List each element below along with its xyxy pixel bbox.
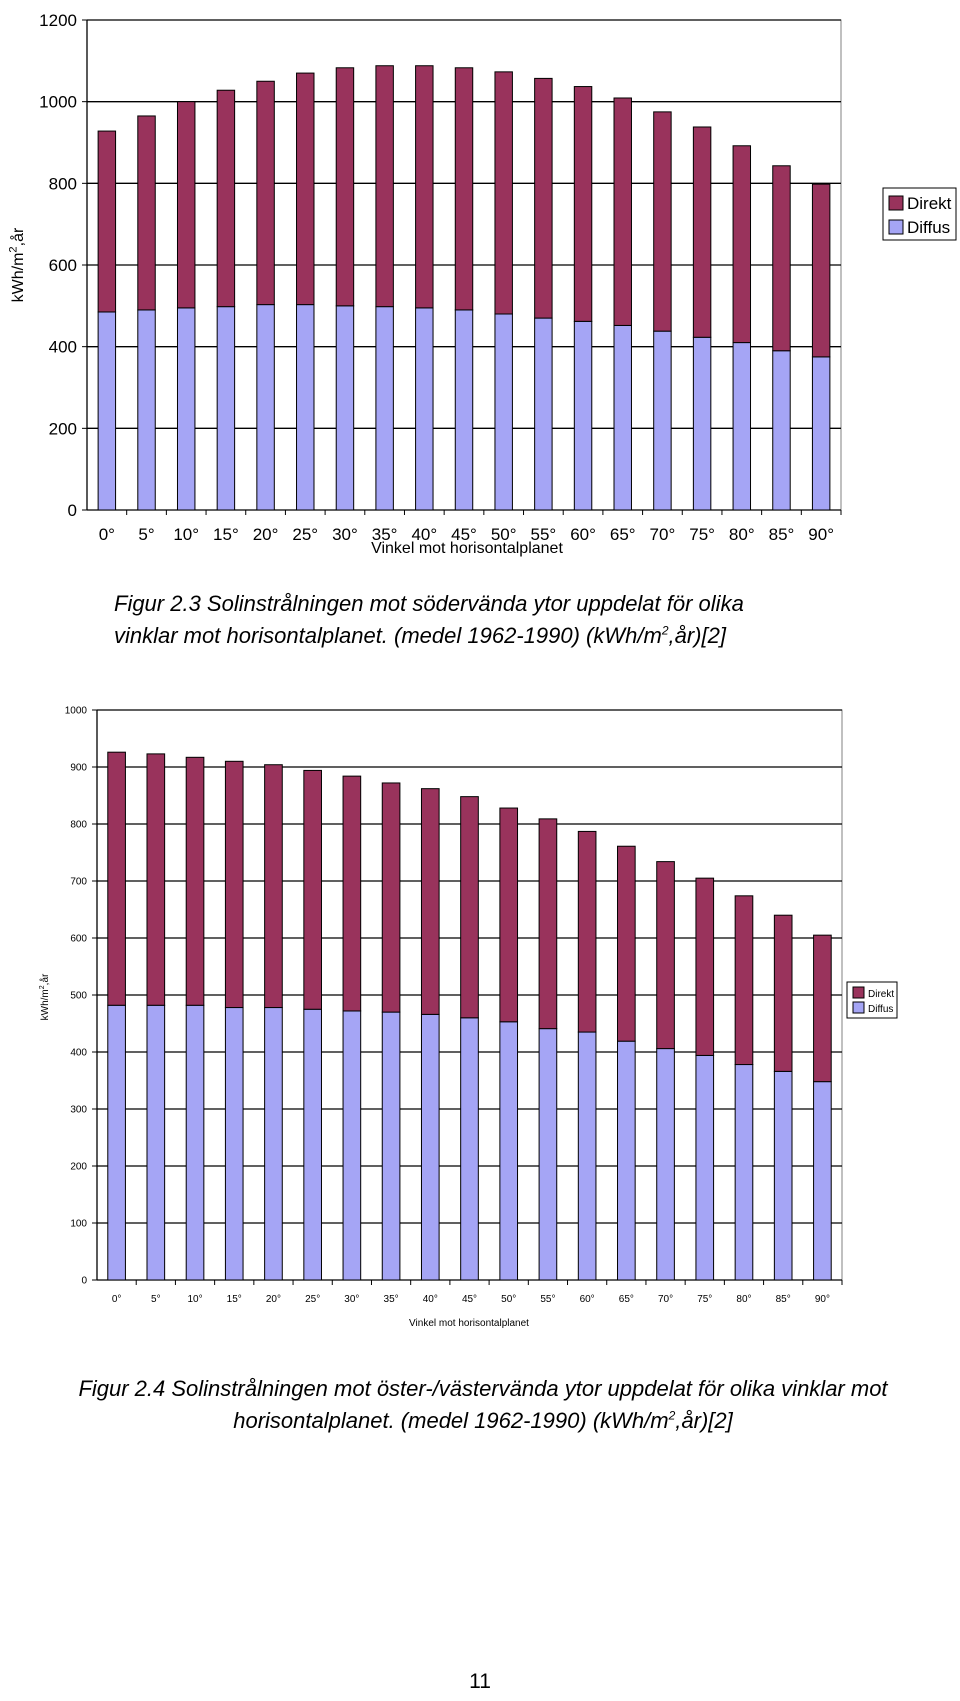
y-tick-label: 0 [81,1275,87,1287]
bar-direkt [382,783,400,1012]
bar-diffus [535,318,552,510]
legend-swatch-diffus [853,1002,864,1013]
x-axis-label: Vinkel mot horisontalplanet [409,1318,529,1329]
caption-text: horisontalplanet. (medel 1962-1990) (kWh/m [233,1408,669,1433]
bar-diffus [304,1009,322,1280]
x-tick-label: 0° [111,1294,122,1305]
legend-label-diffus: Diffus [868,1004,894,1015]
bar-diffus [735,1065,753,1280]
caption-text: ,år)[2] [675,1408,733,1433]
bar-direkt [614,98,631,325]
bar-diffus [574,321,591,510]
bar-diffus [614,325,631,510]
y-tick-label: 300 [70,1104,87,1116]
bar-direkt [574,87,591,322]
x-tick-label: 30° [332,525,358,544]
x-tick-label: 15° [213,525,239,544]
x-tick-label: 90° [808,525,835,544]
bar-diffus [265,1008,283,1280]
bar-direkt [304,770,322,1009]
bar-diffus [578,1032,596,1280]
bar-direkt [696,878,714,1055]
caption-superscript: 2 [661,623,669,638]
bar-direkt [147,754,165,1005]
bar-diffus [812,357,829,510]
legend [883,188,956,240]
bar-diffus [693,337,710,510]
x-tick-label: 15° [226,1294,242,1305]
bar-diffus [461,1018,479,1280]
y-tick-label: 900 [70,762,87,774]
y-tick-label: 800 [48,174,77,194]
x-tick-label: 40° [422,1294,438,1305]
x-tick-label: 80° [728,525,755,544]
x-tick-label: 80° [736,1294,752,1305]
bar-diffus [138,310,155,510]
bar-direkt [138,116,155,310]
bar-direkt [539,819,557,1029]
y-tick-label: 1000 [64,705,87,717]
page-number: 11 [469,1670,491,1693]
bar-direkt [735,896,753,1065]
y-axis-label-text: kWh/m [10,252,27,303]
bar-direkt [297,73,314,305]
legend-swatch-diffus [889,220,903,234]
y-tick-label: 0 [67,500,77,520]
y-axis-label-sup: 2 [7,246,20,253]
x-tick-label: 35° [383,1294,399,1305]
bar-diffus [186,1005,204,1280]
bar-direkt [376,66,393,307]
chart-east-west-facing [0,700,960,1350]
x-tick-label: 5° [138,525,155,544]
bar-diffus [108,1005,126,1280]
bar-direkt [108,752,126,1005]
caption-text: ,år)[2] [668,623,726,648]
y-tick-label: 200 [48,419,77,439]
caption-text: vinklar mot horisontalplanet. (medel 1962-1990) (kWh/m [114,623,662,648]
bar-direkt [98,131,115,312]
bar-direkt [265,765,283,1008]
y-axis-label-text: kWh/m [40,989,51,1021]
x-tick-label: 35° [371,525,398,544]
caption-line: Figur 2.4 Solinstrålningen mot öster-/västervända ytor uppdelat för olika vinklar mot [78,1376,888,1401]
bar-direkt [257,81,274,304]
bar-diffus [421,1014,439,1280]
x-tick-label: 85° [775,1294,791,1305]
bar-direkt [773,166,790,351]
x-tick-label: 25° [305,1294,321,1305]
bar-direkt [814,935,832,1081]
legend-swatch-direkt [889,196,903,210]
chart-south-facing [0,0,960,570]
bar-direkt [774,915,792,1071]
bar-direkt [495,72,512,314]
x-tick-label: 55° [530,525,557,544]
bar-direkt [186,757,204,1005]
bar-direkt [535,78,552,318]
bar-direkt [416,66,433,308]
x-axis-label: Vinkel mot horisontalplanet [371,540,563,557]
bar-diffus [657,1049,675,1280]
y-tick-label: 100 [70,1218,87,1230]
x-tick-label: 65° [609,525,636,544]
x-tick-label: 50° [501,1294,517,1305]
bar-diffus [336,306,353,510]
bar-diffus [654,331,671,510]
x-tick-label: 30° [344,1294,360,1305]
x-tick-label: 5° [151,1294,161,1305]
bar-diffus [733,343,750,510]
x-tick-label: 20° [252,525,279,544]
legend-label-direkt: Direkt [907,194,952,213]
x-tick-label: 55° [540,1294,556,1305]
bar-diffus [416,308,433,510]
y-tick-label: 200 [70,1161,87,1173]
x-tick-label: 50° [490,525,517,544]
bar-diffus [814,1082,832,1280]
bar-diffus [382,1012,400,1280]
y-tick-label: 700 [70,876,87,888]
x-tick-label: 0° [98,525,115,544]
bar-direkt [657,862,675,1049]
y-tick-label: 500 [70,990,87,1002]
caption-superscript: 2 [668,1408,676,1423]
bar-direkt [217,90,234,306]
x-tick-label: 65° [618,1294,634,1305]
y-tick-label: 600 [70,933,87,945]
bar-direkt [225,761,243,1007]
bar-direkt [618,846,636,1041]
caption-line: Figur 2.3 Solinstrålningen mot södervända ytor uppdelat för olika [114,591,744,616]
bar-diffus [225,1008,243,1280]
x-tick-label: 70° [657,1294,674,1305]
y-axis-label-text: ,år [40,973,51,986]
x-tick-label: 85° [768,525,795,544]
caption-line [28,1405,938,1437]
bar-direkt [455,68,472,310]
x-tick-label: 75° [697,1294,713,1305]
bar-diffus [696,1055,714,1280]
bar-diffus [147,1005,165,1280]
bar-diffus [774,1071,792,1280]
caption-line [114,620,894,652]
bar-direkt [177,102,194,308]
bar-diffus [495,314,512,510]
legend [847,982,897,1018]
x-tick-label: 10° [173,525,200,544]
bar-diffus [376,307,393,510]
x-tick-label: 90° [814,1294,830,1305]
y-tick-label: 1000 [39,92,77,112]
figure-2-4-caption [28,1373,938,1437]
bar-direkt [421,789,439,1015]
bar-diffus [257,305,274,510]
bar-direkt [336,68,353,306]
bar-diffus [177,308,194,510]
x-tick-label: 40° [411,525,438,544]
x-tick-label: 60° [579,1294,595,1305]
bar-direkt [812,184,829,357]
legend-label-direkt: Direkt [868,989,895,1000]
y-tick-label: 400 [70,1047,87,1059]
legend-label-diffus: Diffus [907,218,951,237]
x-tick-label: 20° [265,1294,282,1305]
x-tick-label: 75° [689,525,715,544]
bar-diffus [98,312,115,510]
x-tick-label: 60° [570,525,596,544]
bar-diffus [618,1041,636,1280]
bar-diffus [297,305,314,510]
x-tick-label: 10° [187,1294,203,1305]
x-tick-label: 45° [451,525,477,544]
bar-direkt [693,127,710,337]
y-tick-label: 400 [48,337,77,357]
y-axis-label-text: ,år [10,227,27,247]
x-tick-label: 25° [292,525,319,544]
y-tick-label: 800 [70,819,87,831]
y-tick-label: 600 [48,255,77,275]
x-tick-label: 70° [649,525,676,544]
bar-direkt [500,808,518,1022]
y-axis-label-sup: 2 [39,985,46,990]
bar-direkt [578,831,596,1032]
figure-2-3-caption [114,588,894,652]
bar-diffus [343,1011,361,1280]
bar-direkt [733,146,750,343]
x-tick-label: 45° [461,1294,478,1305]
legend-swatch-direkt [853,987,864,998]
bar-direkt [654,112,671,331]
bar-diffus [539,1029,557,1280]
bar-diffus [500,1022,518,1280]
bar-diffus [455,310,472,510]
bar-diffus [217,307,234,510]
y-axis-label [8,227,27,302]
bar-direkt [343,776,361,1011]
bar-diffus [773,351,790,510]
bar-direkt [461,797,479,1018]
y-tick-label: 1200 [39,10,77,30]
y-axis-label [39,973,51,1020]
